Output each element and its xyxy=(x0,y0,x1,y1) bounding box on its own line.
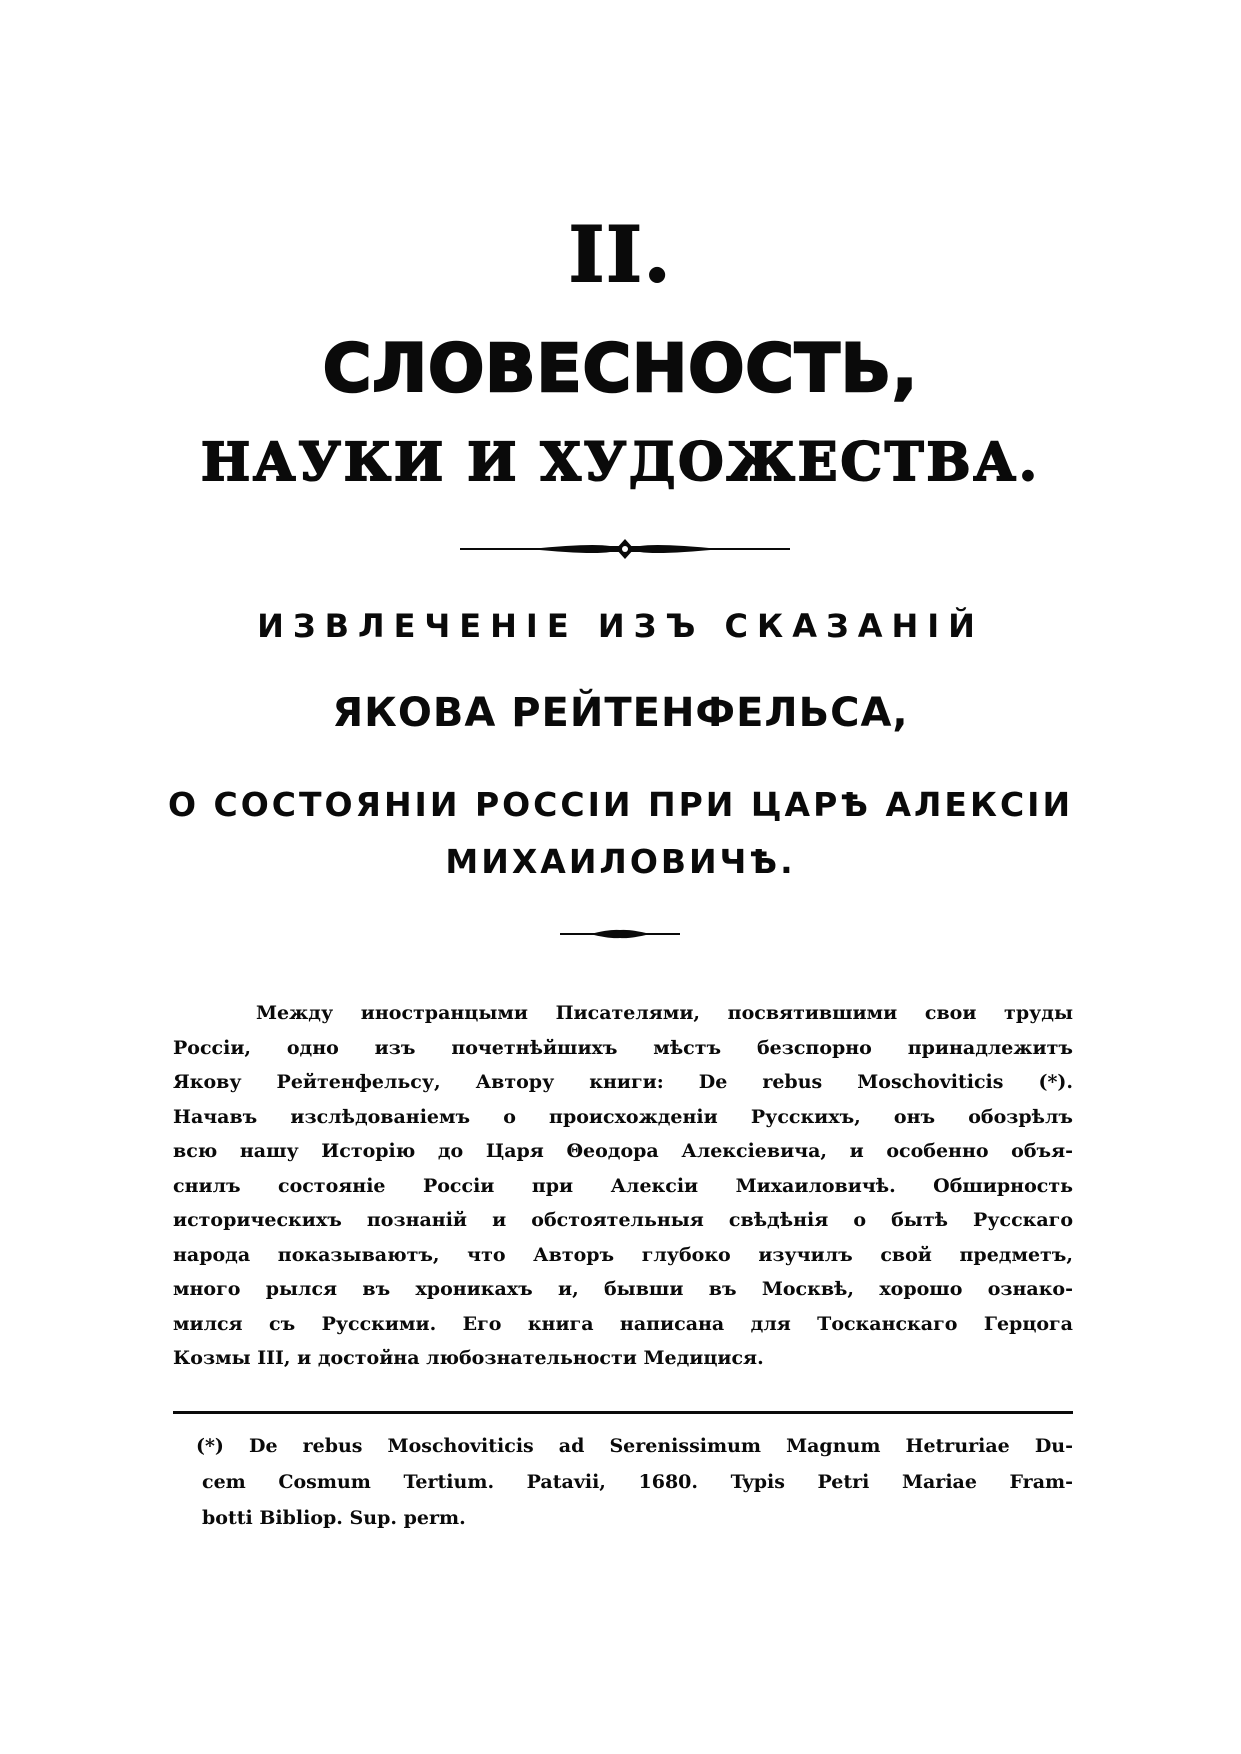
body-line: снилъ состояніе Россіи при Алексіи Михаиловичѣ. Обширность xyxy=(173,1174,1073,1197)
body-line: Начавъ изслѣдованіемъ о происхожденіи Русскихъ, онъ обозрѣлъ xyxy=(173,1105,1073,1128)
body-line: народа показываютъ, что Авторъ глубоко изучилъ свой предметъ, xyxy=(173,1243,1073,1266)
article-heading-state-line-1: О СОСТОЯНІИ РОССІИ ПРИ ЦАРѢ АЛЕКСІИ xyxy=(167,785,1074,824)
ornament-divider-icon xyxy=(460,537,790,561)
body-line: много рылся въ хроникахъ и, бывши въ Москвѣ, хорошо ознако- xyxy=(173,1278,1073,1300)
body-line: всю нашу Исторію до Царя Θеодора Алексіевича, и особенно объя- xyxy=(173,1140,1073,1162)
footnote-line: (*) De rebus Moschoviticis ad Serenissimum Magnum Hetruriae Du- xyxy=(196,1435,1073,1457)
article-heading-author: ЯКОВА РЕЙТЕНФЕЛЬСА, xyxy=(332,690,909,736)
small-ornament-icon xyxy=(560,926,680,942)
footnote xyxy=(196,1428,1073,1536)
body-line: Якову Рейтенфельсу, Автору книги: De rebus Moschoviticis (*). xyxy=(173,1071,1073,1093)
section-numeral: II. xyxy=(568,210,673,299)
article-heading-state-line-2: МИХАИЛОВИЧѢ. xyxy=(445,842,796,881)
article-heading-extract: ИЗВЛЕЧЕНІЕ ИЗЪ СКАЗАНІЙ xyxy=(257,607,984,645)
body-line: мился съ Русскими. Его книга написана для Тосканскаго Герцога xyxy=(173,1312,1073,1335)
section-title: СЛОВЕСНОСТЬ, xyxy=(322,330,919,407)
body-line: Козмы III, и достойна любознательности Медицися. xyxy=(173,1347,764,1369)
body-line: Россіи, одно изъ почетнѣйшихъ мѣстъ безспорно принадлежитъ xyxy=(173,1036,1073,1059)
footnote-rule xyxy=(173,1411,1073,1414)
article-body-paragraph xyxy=(173,996,1073,1376)
footnote-line: cem Cosmum Tertium. Patavii, 1680. Typis Petri Mariae Fram- xyxy=(202,1471,1073,1493)
section-subtitle: НАУКИ И ХУДОЖЕСТВА. xyxy=(201,432,1040,493)
body-line: историческихъ познаній и обстоятельныя свѣдѣнія о бытѣ Русскаго xyxy=(173,1209,1073,1231)
footnote-line: botti Bibliop. Sup. perm. xyxy=(202,1507,466,1529)
body-line: Между иностранцыми Писателями, посвятившими свои труды xyxy=(256,1002,1073,1024)
